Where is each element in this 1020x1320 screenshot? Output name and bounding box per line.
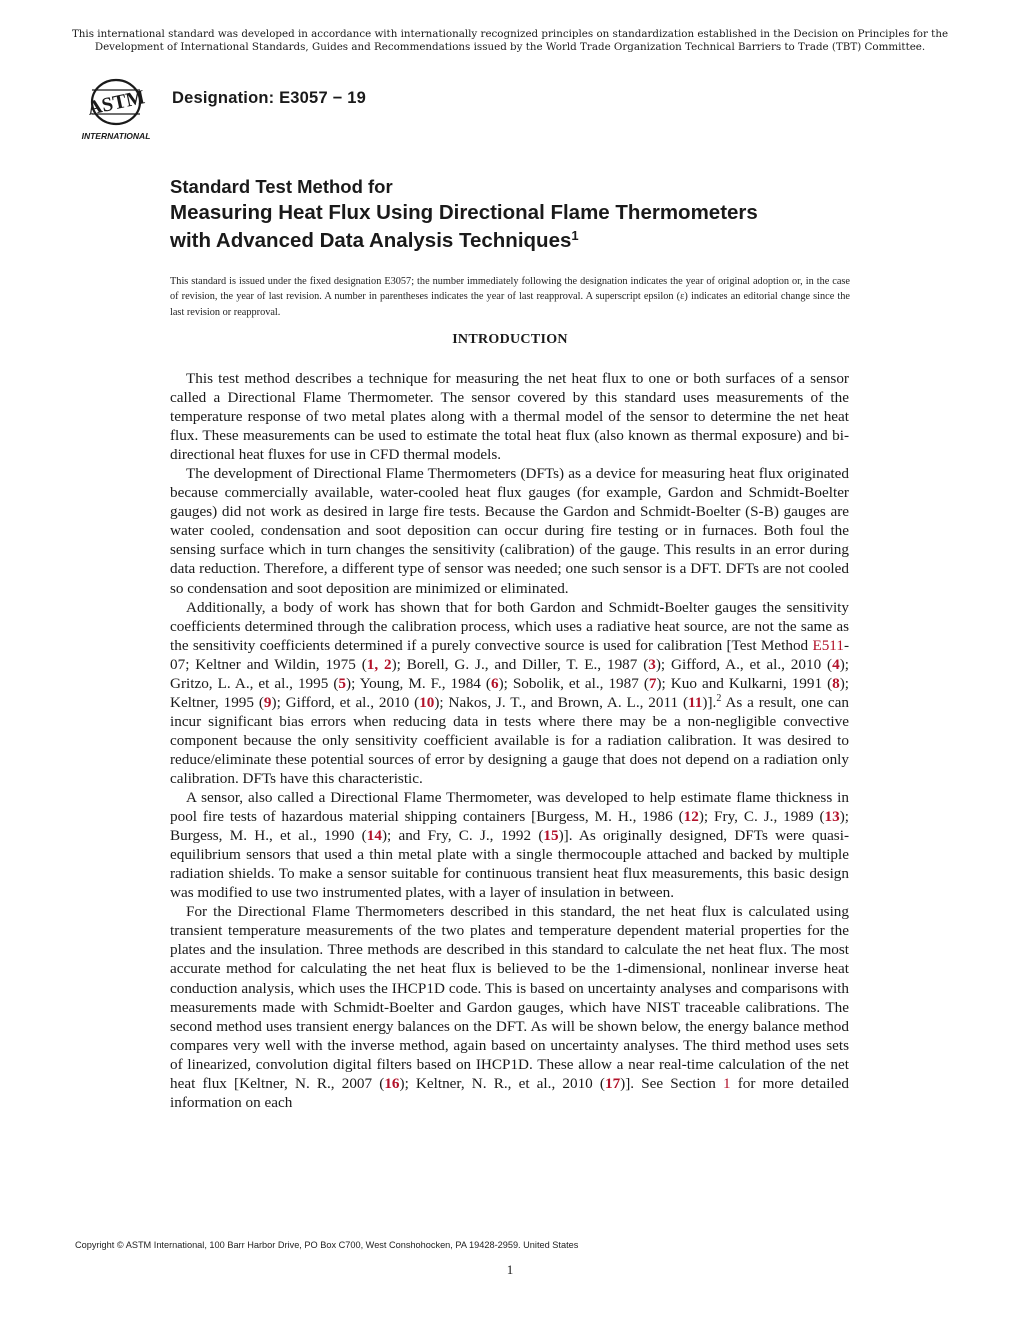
section-link[interactable]: 1 — [722, 1074, 731, 1092]
designation: Designation: E3057 − 19 — [172, 89, 366, 107]
intro-paragraph-2: The development of Directional Flame Thermometers (DFTs) as a device for measuring heat flux originated because commercially available, water-cooled heat flux gauges (for example, Gardon and Schmidt-Boelter gauges) did not work as desired in large fire tests. Because the Gardon and Schmidt-Boelter (S-B) gauges are water cooled, condensation and soot deposition can occur during fire testing or in furnaces. Both foul the sensing surface which in turn changes the sensitivity (calibration) of the gauge. This results in an error during data reduction. Therefore, a different type of sensor was needed; one such sensor is a DFT. DFTs are not cooled so condensation and soot deposition are minimized or eliminated. — [170, 465, 849, 597]
introduction-heading: INTRODUCTION — [452, 332, 568, 347]
issuance-note: This standard is issued under the fixed designation E3057; the number immediately following the designation indicates the year of original adoption or, in the case of revision, the year of last revision. A number in parentheses indicates the year of last reapproval. A superscript epsilon (ε) indicates an editorial change since the last revision or reapproval. — [170, 276, 850, 318]
title-line-1: Standard Test Method for — [170, 176, 393, 197]
reference-link[interactable]: 9 — [263, 693, 272, 711]
logo-letters: ASTM — [85, 86, 147, 120]
logo-international: INTERNATIONAL — [81, 131, 151, 141]
standard-link-e511[interactable]: E511 — [812, 636, 844, 654]
reference-link[interactable]: 15 — [543, 827, 559, 845]
copyright-line: Copyright © ASTM International, 100 Barr Harbor Drive, PO Box C700, West Conshohocken, PA 19428-2959. United States — [75, 1240, 579, 1250]
footnote-mark[interactable]: 2 — [716, 692, 722, 704]
reference-link[interactable]: 17 — [604, 1074, 621, 1092]
intro-paragraph-4: A sensor, also called a Directional Flame Thermometer, was developed to help estimate flame thickness in pool fire tests of hazardous material shipping containers [Burgess, M. H., 1986 (12); Fry, C. J., 1989 (13); Burgess, M. H., et al., 1990 (14); and Fry, C. J., 1992 (15)]. As originally designed, DFTs were quasi-equilibrium sensors that used a thin metal plate with a single thermocouple attached and backed by multiple radiation shields. To make a sensor suitable for continuous transient heat flux measurements, this basic design was modified to use two instrumented plates, with a layer of insulation in between. — [170, 789, 849, 902]
intro-paragraph-5: For the Directional Flame Thermometers described in this standard, the net heat flux is calculated using transient temperature measurements of the two plates and temperature dependent material properties for the plates and the insulation. Three methods are described in this standard to calculate the net heat flux. The most accurate method for calculating the net heat flux is believed to be the 1-dimensional, nonlinear inverse heat conduction analysis, which uses the IHCP1D code. This is based on uncertainty analyses and comparisons with measurements made with Schmidt-Boelter and Gardon gauges, which have NIST traceable calibrations. The second method uses transient energy balances on the DFT. As will be shown below, the energy balance method compares very well with the inverse method, again based on uncertainty analyses. The third method uses sets of linearized, convolution digital filters based on IHCP1D. These allow a near real-time calculation of the net heat flux [Keltner, N. R., 2007 (16); Keltner, N. R., et al., 2010 (17)]. See Section 1 for more detailed information on each — [170, 903, 849, 1111]
reference-link[interactable]: 10 — [419, 693, 435, 711]
reference-link[interactable]: 7 — [648, 674, 657, 692]
wto-notice: This international standard was developed in accordance with internationally recognized principles on standardization established in the Decision on Principles for the Development of International Standards, Guides and Recommendations issued by the World Trade Organization Technical Barriers to Trade (TBT) Committee. — [71, 28, 949, 53]
reference-link[interactable]: 13 — [824, 808, 840, 826]
title-line-3 — [170, 227, 870, 254]
reference-link[interactable]: 6 — [490, 674, 499, 692]
reference-link[interactable]: 5 — [338, 674, 347, 692]
title-footnote-mark[interactable]: 1 — [571, 228, 579, 243]
title-line-3-text: with Advanced Data Analysis Techniques — [170, 229, 572, 252]
introduction-body — [170, 369, 849, 1112]
intro-paragraph-1: This test method describes a technique for measuring the net heat flux to one or both surfaces of a sensor called a Directional Flame Thermometer. The sensor covered by this standard uses measurements of the temperature response of two metal plates along with a thermal model of the sensor to determine the net heat flux. These measurements can be used to estimate the total heat flux (also known as thermal exposure) and bi-directional heat fluxes for use in CFD thermal models. — [170, 370, 849, 464]
reference-link[interactable]: 14 — [366, 827, 382, 845]
reference-link[interactable]: 11 — [688, 693, 703, 711]
reference-link[interactable]: 16 — [384, 1074, 400, 1092]
reference-link[interactable]: 1 — [366, 655, 375, 673]
reference-link[interactable]: 4 — [832, 655, 840, 673]
document-title — [170, 176, 870, 254]
astm-logo — [70, 76, 162, 144]
reference-link[interactable]: 12 — [683, 808, 699, 826]
intro-paragraph-3: Additionally, a body of work has shown that for both Gardon and Schmidt-Boelter gauges the sensitivity coefficients determined through the calibration process, which uses a radiative heat source, are not the same as the sensitivity coefficients determined if a purely convective source is used for calibration [Test Method E511-07; Keltner and Wildin, 1975 (1, 2); Borell, G. J., and Diller, T. E., 1987 (3); Gifford, A., et al., 2010 (4); Gritzo, L. A., et al., 1995 (5); Young, M. F., 1984 (6); Sobolik, et al., 1987 (7); Kuo and Kulkarni, 1991 (8); Keltner, 1995 (9); Gifford, et al., 2010 (10); Nakos, J. T., and Brown, A. L., 2011 (11)].$^2$ As a result, one can incur significant bias errors when reducing data in tests where there may be a non-negligible convective component because the only sensitivity coefficient available is for a radiation calibration. It was desired to reduce/eliminate these potential sources of error by designing a gauge that does not depend on a radiation only calibration. DFTs have this characteristic. — [170, 598, 850, 787]
page-number: 1 — [506, 1262, 514, 1277]
reference-link[interactable]: 2 — [384, 655, 392, 673]
reference-link[interactable]: 3 — [648, 655, 656, 673]
title-line-2: Measuring Heat Flux Using Directional Flame Thermometers — [170, 201, 758, 224]
reference-link[interactable]: 8 — [832, 674, 840, 692]
